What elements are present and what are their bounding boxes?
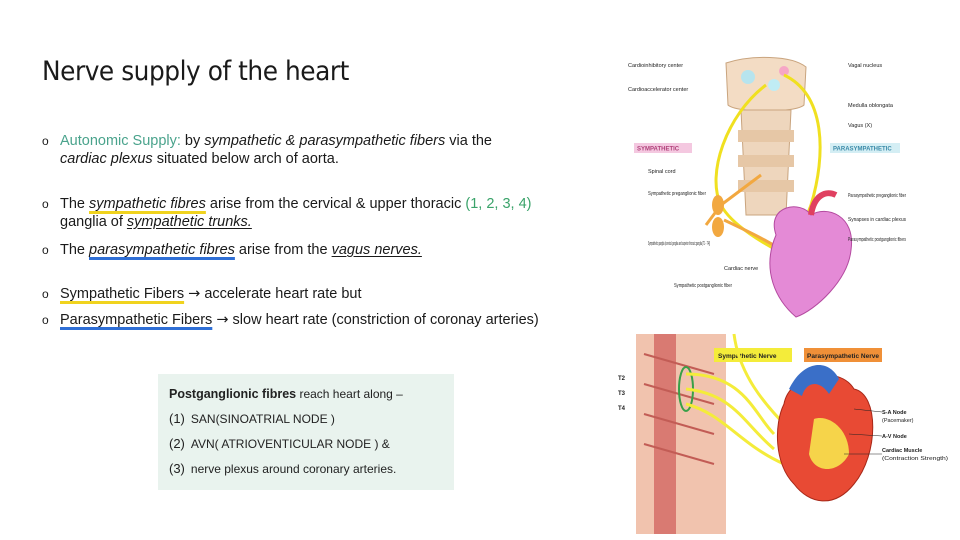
box-item-1 [169,411,335,426]
label-symp-postganglionic: Sympathetic postganglionic fiber [674,283,733,289]
label-para-preganglionic: Parasympathetic preganglionic fiber [848,193,907,199]
sympathetic-ganglion [712,217,724,237]
text: The [60,242,90,258]
label-medulla: Medulla oblongata [848,103,893,109]
anatomical-heart-nerve-diagram [614,334,954,534]
text-italic: cardiac plexus [60,151,153,167]
label-contraction-strength: (Contraction Strength) [882,456,949,462]
label-t4: T4 [618,406,626,412]
text: arise from the [234,242,332,258]
bullet-parasympathetic-origin [42,241,612,259]
item-number: (2) [169,436,185,451]
label-sa-node: S-A Node [882,410,907,416]
heart-shape [770,207,852,317]
label-para-postganglionic: Parasympathetic postganglionic fibers [848,237,907,243]
label-symp-ganglia: Sympathetic ganglia (cervical ganglia and superior thoracic ganglia [T1 - T4]) [648,241,711,247]
text: ganglia of [60,214,127,230]
text-italic: sympathetic & parasympathetic fibers [204,133,446,149]
text: accelerate heart rate but [200,286,362,302]
item-number: (1) [169,411,185,426]
label-cardiac-muscle: Cardiac Muscle [882,448,923,454]
label-spinal-cord: Spinal cord [648,169,676,175]
bullet-marker: o [42,287,49,301]
bullet-marker: o [42,243,49,257]
label-cardiac-nerve: Cardiac nerve [724,266,759,272]
arrow-right-icon: → [188,286,201,302]
parasympathetic-fibers-term: Parasympathetic Fibers [60,312,213,328]
text: The [60,196,90,212]
autonomic-supply-label: Autonomic Supply: [60,133,181,149]
label-synapses: Synapses in cardiac plexus [848,217,907,223]
label-cardioaccelerator: Cardioaccelerator center [628,87,689,93]
spine-column [654,334,676,534]
cardioaccelerator-nucleus [768,79,780,91]
text: via the [445,133,492,149]
box-item-2 [169,436,390,451]
label-pacemaker: (Pacemaker) [882,418,914,424]
label-parasympathetic-nerve: Parasympathetic Nerve [807,353,880,360]
bullet-parasympathetic-effect [42,311,612,329]
ganglia-numbers: (1, 2, 3, 4) [465,196,532,212]
sympathetic-fibers-term: Sympathetic Fibers [60,286,185,302]
page-title: Nerve supply of the heart [42,56,349,87]
label-t3: T3 [618,391,626,397]
autonomic-pathway-diagram [626,55,908,325]
box-heading-tail: reach heart along – [296,387,403,401]
item-number: (3) [169,461,185,476]
bullet-marker: o [42,134,49,148]
text: situated below arch of aorta. [152,151,339,167]
cardioinhibitory-nucleus [741,70,755,84]
vagus-nerves-term: vagus nerves. [331,242,422,258]
item-text: SAN(SINOATRIAL NODE ) [190,412,335,426]
sympathetic-ganglion [712,195,724,215]
label-t2: T2 [618,376,626,382]
label-vagal-nucleus: Vagal nucleus [848,63,883,69]
label-vagus: Vagus (X) [848,123,873,129]
postganglionic-info-box [158,374,454,490]
item-text: AVN( ATRIOVENTICULAR NODE ) & [190,437,390,451]
bullet-sympathetic-effect [42,285,612,303]
bullet-marker: o [42,197,49,211]
medulla-shape [726,57,806,111]
bullet-sympathetic-origin [42,195,612,231]
vagal-nucleus-dot [779,66,789,76]
label-symp-preganglionic: Sympathetic preganglionic fiber [648,191,707,197]
text: by [180,133,205,149]
label-cardioinhibitory: Cardioinhibitory center [628,63,684,69]
box-item-3 [169,461,396,476]
sympathetic-tag-label: SYMPATHETIC [637,146,680,153]
text: arise from the cervical & upper thoracic [205,196,466,212]
label-av-node: A-V Node [882,434,907,440]
box-heading: Postganglionic fibres [169,387,297,401]
bullet-autonomic-supply [42,132,612,168]
bullet-marker: o [42,313,49,327]
sympathetic-trunks-term: sympathetic trunks. [126,214,252,230]
arrow-right-icon: → [216,312,229,328]
label-sympathetic-nerve: Sympathetic Nerve [718,353,777,360]
cord-segment [738,130,794,142]
item-text: nerve plexus around coronary arteries. [190,462,397,476]
parasympathetic-fibres-term: parasympathetic fibres [89,242,235,258]
text: slow heart rate (constriction of coronay arteries) [228,312,539,328]
cord-segment [738,155,794,167]
parasympathetic-tag-label: PARASYMPATHETIC [833,146,892,153]
sympathetic-fibres-term: sympathetic fibres [89,196,206,212]
